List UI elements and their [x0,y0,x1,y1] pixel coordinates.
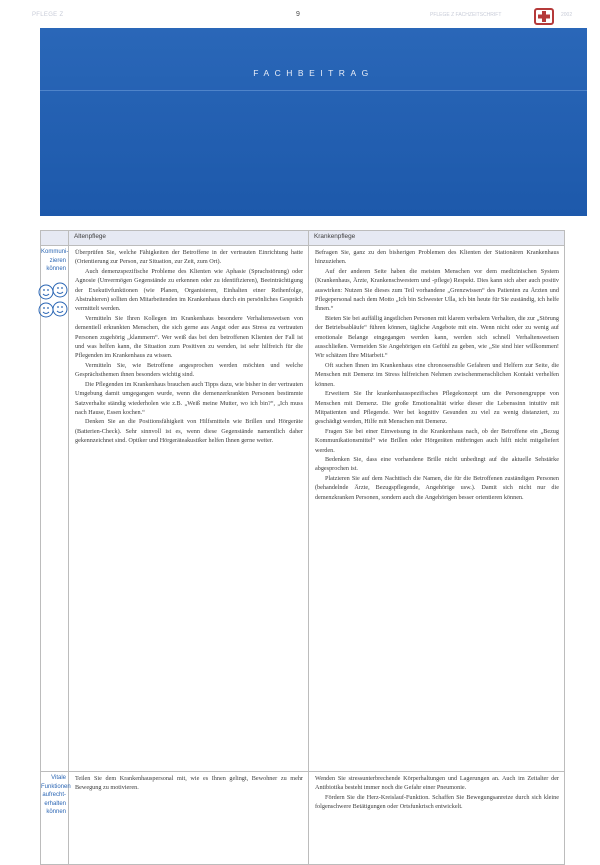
paragraph: Teilen Sie dem Krankenhauspersonal mit, wie es Ihnen gelingt, Bewohner zu mehr Bewegung zu motivieren. [75,775,303,792]
header-krankenpflege: Krankenpflege [309,231,565,246]
category-line: zieren [49,257,66,264]
paragraph: Wenden Sie stressunterbrechende Körperhaltungen und Lagerungen an. Auch im Zeitalter der Antibiotika besteht immer noch die Gefahr einer Pneumonie. [315,775,559,792]
krankenpflege-cell [309,246,565,772]
category-line: Vitale [51,775,66,781]
altenpflege-cell [69,772,309,865]
krankenpflege-cell [309,772,565,865]
paragraph: Bieten Sie bei auffällig ängstlichen Personen mit klarem verbalem Verhalten, die zur „Störung der Betriebsabläufe“ führen können, tägliche Angebote mit ein. Wenn nicht oder zu wenig auf emotionale Belange eingegangen werden kann, werden sich schnell Verhaltensweisen ausschließen. Vermeiden Sie Angehörigen ein Gefühl zu geben, wie „Sie sind hier willkommen! Wir schätzen Ihre Mitarbeit.“ [315,314,559,360]
header-left-text: PFLEGE Z [32,12,64,18]
cross-logo-icon [534,8,554,25]
category-line: können [46,266,66,273]
page-number: 9 [296,11,300,18]
banner-divider [40,90,587,91]
row-category [41,246,69,772]
paragraph: Fördern Sie die Herz-Kreislauf-Funktion. Schaffen Sie Bewegungsanreize durch sich kleine folgenschwere Betätigungen oder Ortsfunkrisch entwickelt. [315,793,559,811]
paragraph: Auf der anderen Seite haben die meisten Menschen vor dem medizinischen System (Krankenhaus, Ärzte, Krankenschwestern und -pflege) Respekt. Dies kann sich aber auch positiv auswirken: Nutzen Sie dieses zum Teil vorhandene „Grenzwissen“ des Patienten zu Ärzten und Pflegepersonal nach dem Motto „Ich bin Schwester Ulla, ich bin heute für Sie zuständig, ich helfe Ihnen.“ [315,267,559,313]
paragraph: Auch demenzspezifische Probleme des Klienten wie Aphasie (Sprachstörung) oder Agnosie (Unvermögen Gegenstände zu erkennen oder zu identifizieren), Beeinträchtigung der Exekutivfunktionen (wie Planen, Organisieren, Einhalten einer Reihenfolge, Abstrahieren) sollten den Mitarbeitenden im Krankenhaus durch ein persönliches Gespräch vermittelt werden. [75,267,303,313]
paragraph: Erweitern Sie Ihr krankenhausspezifisches Pflegekonzept um die Personengruppe von Menschen mit Demenz. Die große Emotionalität wirke dieser die Lebenssinn intuitiv mit Mitpatienten und Pflegende. Wer bei kognitiv Gesunden zu viel zu wenig distanziert, zu geschädigt werden, Hilfe mit Menschen mit Demenz. [315,390,559,426]
paragraph: Fragen Sie bei einer Einweisung in die Krankenhaus nach, ob der Betroffene ein „Bezug Kommunikationsmittel“ wie Brillen oder Hörgeräten mitbringen auch hilft nicht mitgeliefert werden. [315,427,559,454]
paragraph: Bedenken Sie, dass eine vorhandene Brille nicht unbedingt auf die aktuelle Sehstärke abgesprochen ist. [315,455,559,473]
row-category [41,772,69,865]
table-row [41,772,565,865]
table-row [41,246,565,772]
category-line: können [46,809,66,816]
page-header [0,0,600,30]
section-banner [40,28,587,216]
paragraph: Überprüfen Sie, welche Fähigkeiten der Betroffene in der vertrauten Einrichtung hatte (Orientierung zur Person, zur Situation, zur Zeit, zum Ort). [75,249,303,266]
altenpflege-cell [69,246,309,772]
care-comparison-table [40,230,565,865]
category-line: aufrecht- [42,792,66,799]
paragraph: Befragen Sie, ganz zu den bisherigen Problemen des Klienten der Stationären Krankenhaus hinzuziehen. [315,249,559,266]
header-altenpflege: Altenpflege [69,231,309,246]
table-header-row [41,231,565,246]
header-right-text: PFLEGE Z FACHZEITSCHRIFT [430,12,502,18]
category-line: Funktionen [41,783,71,790]
paragraph: Oft suchen Ihnen im Krankenhaus eine chronosensible Gefahren und Helfern zur Seite, die Menschen mit Demenz im Stress hilfreichen Nehmen zwischenmenschlichen Kontakt verhelfen können. [315,361,559,388]
paragraph: Vermitteln Sie Ihren Kollegen im Krankenhaus besondere Verhaltensweisen von dementiell erkrankten Menschen, die sich gerne aus Angst oder aus Stress zu vertrauten Personen zugehörig „klammern“. Wer weiß das bei den betroffenen Klienten der Fall ist und was helfen kann, die Situation zum Positiven zu wenden, ist sehr hilfreich für die Pflegenden im Krankenhaus zu wissen. [75,314,303,360]
paragraph: Vermitteln Sie, wie Betroffene angesprochen werden möchten und welche Gesprächsthemen ihnen besonders wichtig sind. [75,361,303,379]
category-line: Kommuni- [41,249,69,255]
section-title: FACHBEITRAG [253,68,374,78]
category-line: erhalten [44,800,66,807]
header-category [41,231,69,246]
paragraph: Denken Sie an die Positionsfähigkeit von Hilfsmitteln wie Brillen und Hörgeräte (Batterien-Check). Sehr sinnvoll ist es, wenn diese Gegenstände namentlich daher gekennzeichnet sind. Optiker und Hörgeräteakustiker helfen Ihnen gerne weiter. [75,418,303,445]
header-right-text-2: 2002 [561,12,573,18]
paragraph: Platzieren Sie auf dem Nachttisch die Namen, die für die Betroffenen zuständigen Personen (behandelnde Ärzte, Bezugspflegende, Angehörige usw.). Damit sich nicht nur die demenzkranken Personen, sondern auch die Angehörigen besser orientieren können. [315,474,559,501]
paragraph: Die Pflegenden im Krankenhaus brauchen auch Tipps dazu, wie bisher in der vertrauten Umgebung damit umgegangen wurde, wenn die demenzerkrankten Personen bestimmte Satzverhalte ständig wiederholen wie z.B. „Weiß meine Mutter, wo ich bin?“, „Ich muss nach Hause, Essen kochen.“ [75,380,303,416]
faces-illustration-icon [37,280,69,344]
